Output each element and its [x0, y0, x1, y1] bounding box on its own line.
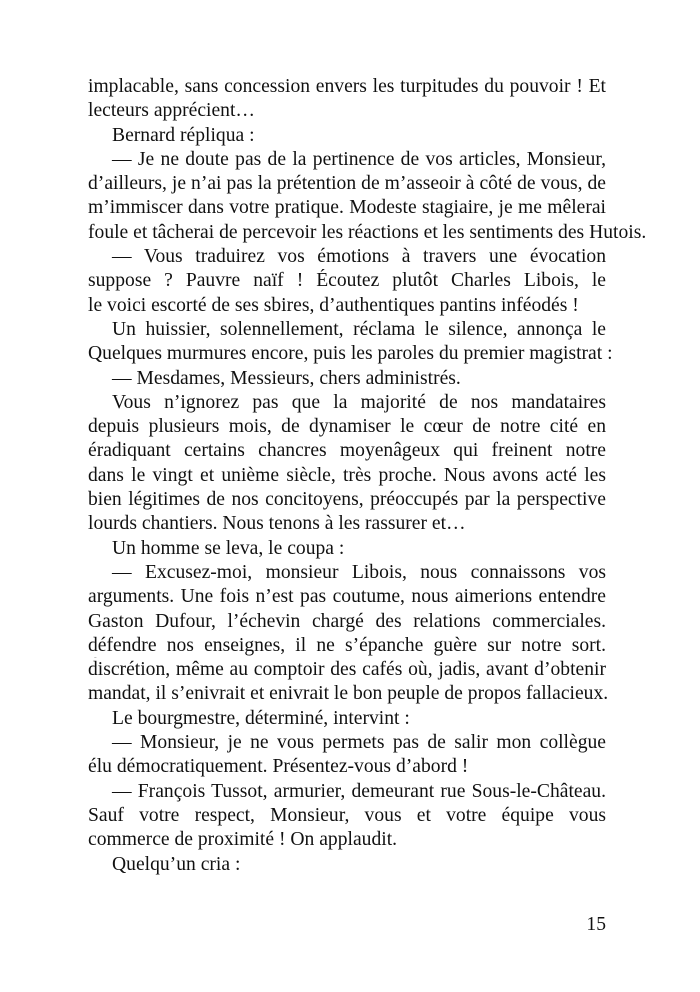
text-line: — Excusez-moi, monsieur Libois, nous connaissons vos: [112, 561, 606, 583]
text-line: Vous n’ignorez pas que la majorité de nos mandataires: [112, 391, 606, 413]
text-line: bien légitimes de nos concitoyens, préoccupés par la perspective: [88, 489, 606, 511]
text-line: mandat, il s’enivrait et enivrait le bon peuple de propos fallacieux.: [88, 683, 609, 705]
text-line: foule et tâcherai de percevoir les réactions et les sentiments des Hutois.: [88, 221, 647, 243]
text-line: — François Tussot, armurier, demeurant rue Sous-le-Château.: [112, 780, 606, 802]
text-line: Bernard répliqua :: [112, 124, 255, 146]
paragraph: [88, 245, 606, 318]
paragraph: [88, 148, 647, 245]
text-line: d’ailleurs, je n’ai pas la prétention de m’asseoir à côté de vous, de: [88, 173, 606, 195]
paragraph: [88, 367, 606, 391]
text-line: élu démocratiquement. Présentez-vous d’abord !: [88, 756, 469, 778]
paragraph: [88, 731, 606, 780]
text-line: Gaston Dufour, l’échevin chargé des relations commerciales.: [88, 610, 606, 632]
text-line: le voici escorté de ses sbires, d’authentiques pantins inféodés !: [88, 294, 579, 316]
text-line: dans le vingt et unième siècle, très proche. Nous avons acté les: [88, 464, 606, 486]
text-line: Un huissier, solennellement, réclama le silence, annonça le: [112, 318, 606, 340]
text-line: Le bourgmestre, déterminé, intervint :: [112, 707, 410, 729]
paragraph: [88, 537, 606, 561]
text-line: Un homme se leva, le coupa :: [112, 537, 345, 559]
text-line: commerce de proximité ! On applaudit.: [88, 829, 398, 851]
text-line: Quelqu’un cria :: [112, 853, 241, 875]
text-line: depuis plusieurs mois, de dynamiser le cœur de notre cité en: [88, 416, 606, 438]
paragraph: [88, 124, 606, 148]
paragraph: [88, 707, 606, 731]
paragraph: [88, 853, 606, 877]
paragraph: [88, 391, 606, 537]
paragraph: [88, 780, 606, 853]
text-line: — Je ne doute pas de la pertinence de vos articles, Monsieur,: [112, 148, 606, 170]
paragraph: [88, 75, 606, 124]
text-line: arguments. Une fois n’est pas coutume, nous aimerions entendre: [88, 586, 606, 608]
text-line: discrétion, même au comptoir des cafés où, jadis, avant d’obtenir: [88, 659, 606, 681]
page-body: [88, 75, 647, 877]
paragraph: [88, 561, 609, 707]
text-line: suppose ? Pauvre naïf ! Écoutez plutôt Charles Libois, le: [88, 270, 606, 292]
text-line: lourds chantiers. Nous tenons à les rassurer et…: [88, 513, 466, 535]
text-line: — Mesdames, Messieurs, chers administrés.: [112, 367, 461, 389]
text-line: défendre nos enseignes, il ne s’épanche guère sur notre sort.: [88, 634, 606, 656]
paragraph: [88, 318, 613, 367]
text-line: m’immiscer dans votre pratique. Modeste stagiaire, je me mêlerai: [88, 197, 606, 219]
text-line: lecteurs apprécient…: [88, 100, 256, 122]
text-line: implacable, sans concession envers les turpitudes du pouvoir ! Et: [88, 76, 606, 97]
text-line: éradiquant certains chancres moyenâgeux qui freinent notre: [88, 440, 606, 462]
text-line: — Vous traduirez vos émotions à travers une évocation: [112, 246, 606, 268]
text-line: Quelques murmures encore, puis les paroles du premier magistrat :: [88, 343, 613, 365]
page-number: 15: [586, 914, 606, 935]
text-line: — Monsieur, je ne vous permets pas de salir mon collègue: [112, 732, 606, 754]
text-line: Sauf votre respect, Monsieur, vous et votre équipe vous: [88, 804, 606, 826]
